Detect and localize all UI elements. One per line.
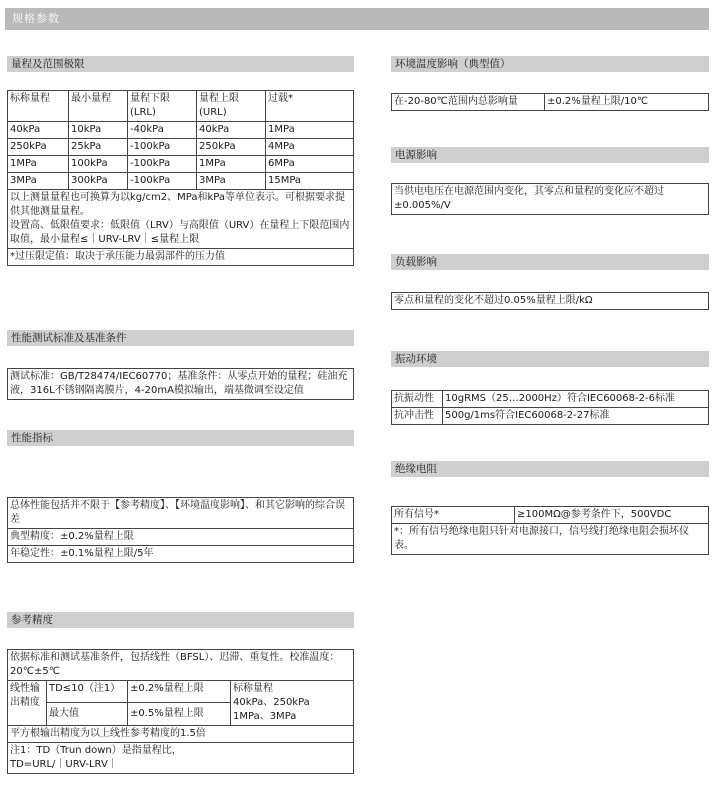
shock-label: 抗冲击性 [392,408,443,425]
load-box: 零点和量程的变化不超过0.05%量程上限/kΩ [391,292,709,310]
perf-test-section-title: 性能测试标准及基准条件 [7,330,354,346]
ref-acc-row-label: 线性输出精度 [8,681,47,726]
perf-index-typical: 典型精度：±0.2%量程上限 [8,529,353,546]
overpressure-note: *过压限定值：取决于承压能力最弱部件的压力值 [8,249,354,266]
range-note-limits: 设置高、低限值要求：低限值（LRV）与高限值（URV）在量程上下限范围内取值，最小量程≤｜URV-LRV｜≤量程上限 [10,220,350,245]
perf-test-box: 测试标准：GB/T28474/IEC60770；基准条件：从零点开始的量程；硅油充液，316L不锈钢隔离膜片，4-20mA模拟输出，端基微调至设定值 [7,368,354,400]
cell: -100kPa [128,173,197,190]
table-row [8,681,354,703]
table-row [8,650,354,681]
vibration-table [391,390,709,425]
table-row [8,743,354,774]
insulation-note: *：所有信号绝缘电阻只针对电源接口，信号线打绝缘电阻会损坏仪表。 [392,524,709,555]
env-temp-value: ±0.2%量程上限/10℃ [545,94,709,111]
ref-acc-intro: 依据标准和测试基准条件，包括线性（BFSL）、迟滞、重复性。校准温度：20℃±5℃ [8,650,354,681]
cell: 1MPa [8,156,69,173]
perf-index-section-title: 性能指标 [7,430,354,446]
perf-index-box [7,497,354,563]
cell: 300kPa [69,173,128,190]
insulation-section-title: 绝缘电阻 [391,461,709,477]
range-note-units: 以上测量量程也可换算为以kg/cm2、MPa和kPa等单位表示。可根据要求提供其他测量量程。 [10,192,345,217]
range-section-title: 量程及范围极限 [7,56,354,72]
vibration-section-title: 振动环境 [391,351,709,367]
table-row [8,173,354,190]
range-header-cell: 最小量程 [69,91,128,122]
table-row [8,156,354,173]
cell: 1MPa [197,156,266,173]
ref-acc-val1: ±0.2%量程上限 [128,681,231,703]
insulation-table [391,506,709,555]
cell: 15MPa [266,173,354,190]
cell: -40kPa [128,122,197,139]
ref-acc-side: 标称量程 40kPa、250kPa 1MPa、3MPa [231,681,354,726]
table-row [8,249,354,266]
cell: 40kPa [197,122,266,139]
env-temp-label: 在-20-80℃范围内总影响量 [392,94,545,111]
table-row [392,408,709,425]
range-header-cell: 标称量程 [8,91,69,122]
table-row [392,507,709,524]
power-section-title: 电源影响 [391,147,709,163]
range-header-cell: 过载* [266,91,354,122]
cell: -100kPa [128,139,197,156]
vibration-value: 10gRMS（25…2000Hz）符合IEC60068-2-6标准 [443,391,709,408]
table-row [392,391,709,408]
power-box: 当供电电压在电源范围内变化，其零点和量程的变化应不超过±0.005%/V [391,183,709,215]
insulation-label: 所有信号* [392,507,515,524]
ref-acc-table [7,649,354,774]
cell: 100kPa [69,156,128,173]
cell: 6MPa [266,156,354,173]
cell: 25kPa [69,139,128,156]
range-header-cell: 量程下限 (LRL) [128,91,197,122]
ref-acc-val2: ±0.5%量程上限 [128,703,231,726]
perf-index-stability: 年稳定性：±0.1%量程上限/5年 [10,548,154,559]
ref-acc-td2: 最大值 [47,703,128,726]
vibration-label: 抗振动性 [392,391,443,408]
cell: 250kPa [197,139,266,156]
table-row [8,139,354,156]
cell: 3MPa [8,173,69,190]
ref-acc-td1: TD≤10（注1） [47,681,128,703]
shock-value: 500g/1ms符合IEC60068-2-27标准 [443,408,709,425]
cell: -100kPa [128,156,197,173]
env-temp-table [391,93,709,111]
cell: 10kPa [69,122,128,139]
range-header-row [8,91,354,122]
insulation-value: ≥100MΩ@参考条件下，500VDC [515,507,709,524]
cell: 3MPa [197,173,266,190]
perf-index-overall: 总体性能包括并不限于【参考精度】、【环境温度影响】、和其它影响的综合误差 [8,498,353,529]
env-temp-section-title: 环境温度影响（典型值） [391,56,709,72]
cell: 40kPa [8,122,69,139]
table-row [8,726,354,743]
table-row [392,524,709,555]
load-section-title: 负载影响 [391,254,709,270]
cell: 250kPa [8,139,69,156]
range-note [8,190,354,249]
ref-acc-sqrt-note: 平方根输出精度为以上线性参考精度的1.5倍 [8,726,354,743]
range-header-cell: 量程上限 (URL) [197,91,266,122]
page-header: 规格参数 [5,8,709,30]
ref-acc-note: 注1：TD（Trun down）是指量程比， TD=URL/｜URV-LRV｜ [8,743,354,774]
ref-acc-section-title: 参考精度 [7,612,354,628]
cell: 1MPa [266,122,354,139]
table-row [8,190,354,249]
table-row [392,94,709,111]
cell: 4MPa [266,139,354,156]
table-row [8,122,354,139]
range-table [7,90,354,266]
